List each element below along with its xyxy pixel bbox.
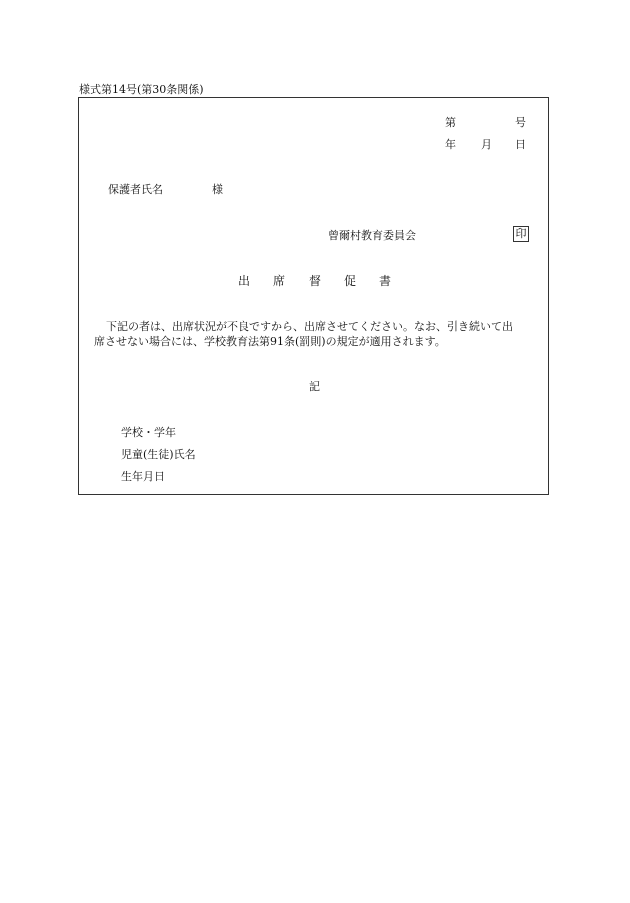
guardian-honorific: 様 xyxy=(212,183,223,196)
guardian-name-label: 保護者氏名 xyxy=(108,183,163,196)
document-number-suffix: 号 xyxy=(515,116,526,129)
form-number-label: 様式第14号(第30条関係) xyxy=(79,83,204,96)
document-title-char-4: 促 xyxy=(344,274,357,288)
body-text-line-1: 下記の者は、出席状況が不良ですから、出席させてください。なお、引き続いて出 xyxy=(106,320,513,333)
document-number-prefix: 第 xyxy=(445,116,456,129)
seal-mark: 印 xyxy=(513,226,529,242)
ki-heading: 記 xyxy=(309,380,320,393)
document-title-char-3: 督 xyxy=(309,274,322,288)
document-title-char-2: 席 xyxy=(273,274,286,288)
item-birth-date: 生年月日 xyxy=(121,470,165,483)
issuer-name: 曾爾村教育委員会 xyxy=(328,229,416,242)
document-title-char-1: 出 xyxy=(238,274,251,288)
date-day-label: 日 xyxy=(515,138,526,151)
body-text-line-2: 席させない場合には、学校教育法第91条(罰則)の規定が適用されます。 xyxy=(94,335,446,348)
date-year-label: 年 xyxy=(445,138,456,151)
date-month-label: 月 xyxy=(481,138,492,151)
item-student-name: 児童(生徒)氏名 xyxy=(121,448,196,461)
document-title-char-5: 書 xyxy=(379,274,392,288)
item-school-grade: 学校・学年 xyxy=(121,426,176,439)
